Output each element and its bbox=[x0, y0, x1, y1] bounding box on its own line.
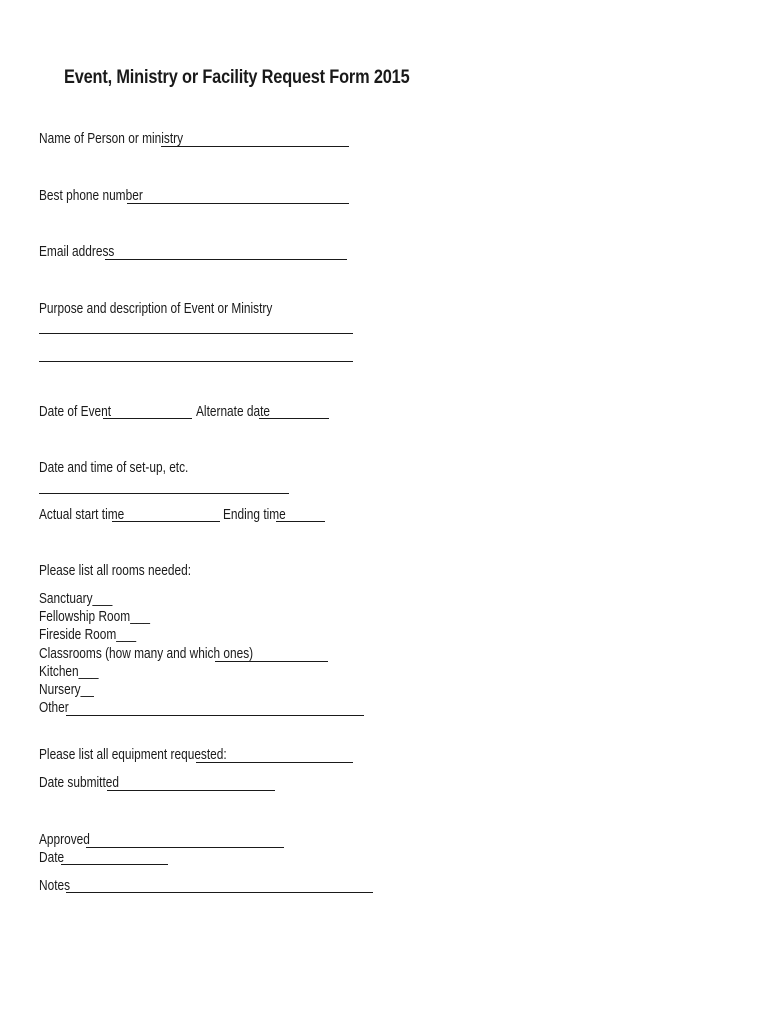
setup-field-line[interactable] bbox=[39, 493, 289, 494]
email-field-line[interactable] bbox=[105, 259, 347, 260]
setup-label: Date and time of set-up, etc. bbox=[39, 460, 189, 476]
end-time-field-line[interactable] bbox=[276, 521, 325, 522]
other-room-field-line[interactable] bbox=[66, 715, 364, 716]
end-time-label: Ending time bbox=[223, 507, 286, 523]
email-label: Email address bbox=[39, 244, 115, 260]
approval-date-label: Date bbox=[39, 850, 65, 866]
room-fireside[interactable]: Fireside Room___ bbox=[39, 627, 137, 643]
alternate-date-label: Alternate date bbox=[196, 404, 271, 420]
room-nursery[interactable]: Nursery__ bbox=[39, 682, 94, 698]
form-title: Event, Ministry or Facility Request Form 2015 bbox=[64, 67, 410, 88]
room-sanctuary[interactable]: Sanctuary___ bbox=[39, 591, 113, 607]
room-other: Other bbox=[39, 700, 69, 716]
alternate-date-field-line[interactable] bbox=[259, 418, 329, 419]
notes-field-line[interactable] bbox=[66, 892, 373, 893]
name-field-line[interactable] bbox=[161, 146, 349, 147]
date-submitted-field-line[interactable] bbox=[107, 790, 275, 791]
purpose-field-line-2[interactable] bbox=[39, 361, 353, 362]
classrooms-field-line[interactable] bbox=[215, 661, 328, 662]
room-classrooms: Classrooms (how many and which ones) bbox=[39, 646, 254, 662]
start-time-label: Actual start time bbox=[39, 507, 125, 523]
event-date-field-line[interactable] bbox=[103, 418, 192, 419]
approval-date-field-line[interactable] bbox=[61, 864, 168, 865]
room-fellowship[interactable]: Fellowship Room___ bbox=[39, 609, 151, 625]
name-label: Name of Person or ministry bbox=[39, 131, 184, 147]
approved-label: Approved bbox=[39, 832, 90, 848]
purpose-field-line-1[interactable] bbox=[39, 333, 353, 334]
equipment-label: Please list all equipment requested: bbox=[39, 747, 227, 763]
event-date-label: Date of Event bbox=[39, 404, 112, 420]
rooms-label: Please list all rooms needed: bbox=[39, 563, 192, 579]
room-kitchen[interactable]: Kitchen___ bbox=[39, 664, 99, 680]
notes-label: Notes bbox=[39, 878, 71, 894]
phone-field-line[interactable] bbox=[127, 203, 349, 204]
purpose-label: Purpose and description of Event or Ministry bbox=[39, 301, 273, 317]
equipment-field-line[interactable] bbox=[196, 762, 353, 763]
approved-field-line[interactable] bbox=[86, 847, 284, 848]
date-submitted-label: Date submitted bbox=[39, 775, 119, 791]
start-time-field-line[interactable] bbox=[112, 521, 220, 522]
phone-label: Best phone number bbox=[39, 188, 143, 204]
